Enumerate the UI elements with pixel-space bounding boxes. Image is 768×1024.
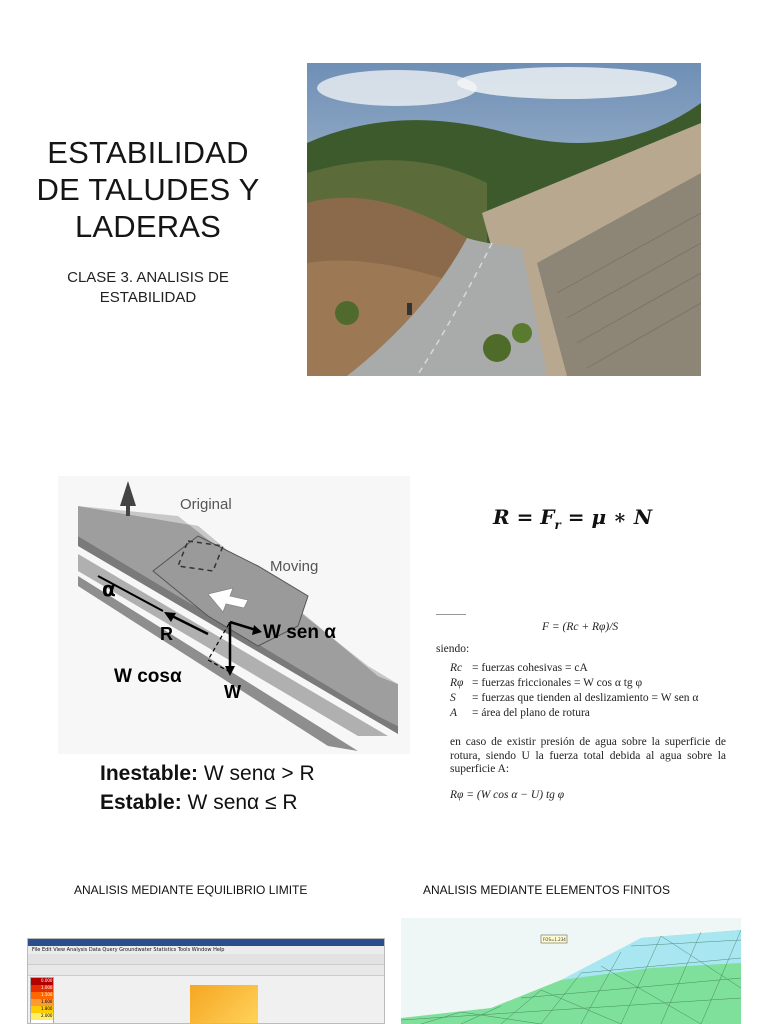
water-pressure-paragraph: en caso de existir presión de agua sobre la superficie de rotura, siendo U la fuerza total debida al agua sobre la superficie A: xyxy=(450,736,726,775)
unstable-expression: W senα > R xyxy=(198,762,315,785)
definition-symbol: S xyxy=(450,692,456,704)
stable-label: Estable: xyxy=(100,791,182,814)
fem-tag: FOS=1.234 xyxy=(543,937,566,942)
definition-symbol: Rφ xyxy=(450,677,464,689)
label-w-sen: W sen α xyxy=(263,622,336,643)
toolbar xyxy=(28,954,384,965)
legend-entry: 1.800 xyxy=(31,1006,53,1013)
definition-text: = fuerzas que tienden al deslizamiento = W sen α xyxy=(472,692,699,704)
final-equation: Rφ = (W cos α − U) tg φ xyxy=(450,789,565,801)
definition-text: = fuerzas cohesivas = cA xyxy=(472,662,588,674)
limit-equilibrium-software-screenshot xyxy=(27,938,385,1024)
menu-bar: File Edit View Analysis Data Query Groundwater Statistics Tools Window Help xyxy=(28,946,384,954)
legend-entry: 0.000 xyxy=(31,978,53,985)
definition-text: = fuerzas friccionales = W cos α tg φ xyxy=(472,677,643,689)
label-moving: Moving xyxy=(270,558,319,575)
legend-panel xyxy=(30,977,54,1024)
page-subtitle: CLASE 3. ANALISIS DE ESTABILIDAD xyxy=(67,269,229,306)
title-bar xyxy=(28,939,384,946)
definition-row xyxy=(450,706,590,721)
formula-lhs: R = F xyxy=(493,505,555,529)
label-w-cos: W cosα xyxy=(114,666,182,687)
section-label-equilibrio: ANALISIS MEDIANTE EQUILIBRIO LIMITE xyxy=(74,883,308,897)
label-r: R xyxy=(160,624,173,644)
legend-entry: 2.000 xyxy=(31,1013,53,1020)
definition-row xyxy=(450,676,642,691)
stable-expression: W senα ≤ R xyxy=(181,791,298,814)
label-w: W xyxy=(224,682,241,702)
siendo-label: siendo: xyxy=(436,643,470,655)
slope-road-photo xyxy=(307,63,701,376)
definition-row xyxy=(450,661,588,676)
legend-entry: 1.500 xyxy=(31,992,53,999)
formula-subscript: r xyxy=(554,518,561,532)
stable-condition xyxy=(100,791,298,815)
formula-rhs: = μ ∗ N xyxy=(560,505,653,529)
unstable-label: Inestable: xyxy=(100,762,199,785)
label-alpha: α xyxy=(102,577,116,601)
contour-plot xyxy=(190,985,258,1024)
section-label-finitos: ANALISIS MEDIANTE ELEMENTOS FINITOS xyxy=(423,883,670,897)
definition-row xyxy=(450,691,698,706)
divider xyxy=(436,614,466,615)
page-title: ESTABILIDAD DE TALUDES Y LADERAS xyxy=(36,135,260,244)
legend-entry: 1.000 xyxy=(31,985,53,992)
label-original: Original xyxy=(180,496,232,513)
legend-entry: 1.600 xyxy=(31,999,53,1006)
safety-factor-equation: F = (Rc + Rφ)/S xyxy=(542,621,619,633)
finite-element-mesh-image xyxy=(401,918,741,1024)
definition-symbol: A xyxy=(450,707,458,719)
definition-symbol: Rc xyxy=(450,662,463,674)
slope-force-diagram xyxy=(58,476,410,754)
definition-text: = área del plano de rotura xyxy=(472,707,590,719)
friction-formula xyxy=(493,505,652,532)
unstable-condition xyxy=(100,762,315,786)
toolbar-secondary xyxy=(28,965,384,976)
